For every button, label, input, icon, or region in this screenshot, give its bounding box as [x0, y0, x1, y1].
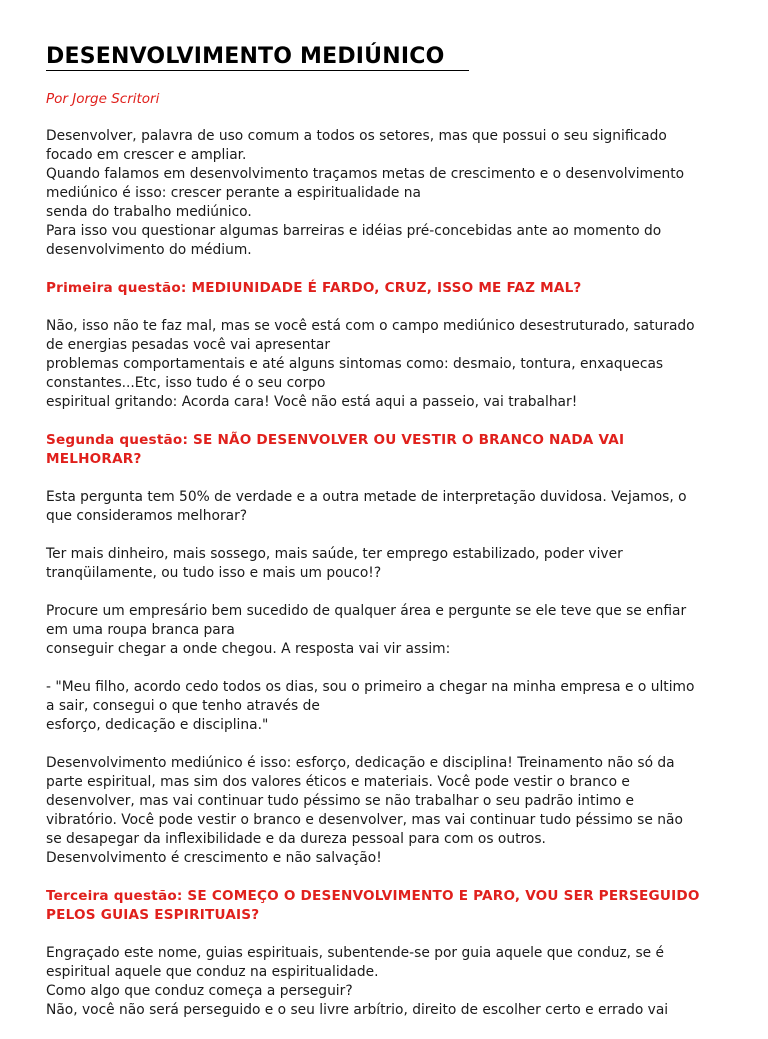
- text-line: Não, você não será perseguido e o seu livre arbítrio, direito de escolher certo e errado vai: [46, 1002, 669, 1018]
- text-line: Desenvolvimento mediúnico é isso: esforço, dedicação e disciplina! Treinamento não só da: [46, 755, 675, 771]
- document-title: DESENVOLVIMENTO MEDIÚNICO: [46, 44, 469, 71]
- question-2-paragraph: [46, 754, 726, 868]
- intro-paragraph: [46, 127, 726, 260]
- question-2-paragraph: [46, 488, 726, 526]
- heading-line: PELOS GUIAS ESPIRITUAIS?: [46, 907, 260, 923]
- text-line: Não, isso não te faz mal, mas se você está com o campo mediúnico desestruturado, saturado: [46, 318, 695, 334]
- heading-line: Segunda questão: SE NÃO DESENVOLVER OU VESTIR O BRANCO NADA VAI: [46, 432, 625, 448]
- text-line: conseguir chegar a onde chegou. A resposta vai vir assim:: [46, 641, 451, 657]
- text-line: espiritual gritando: Acorda cara! Você não está aqui a passeio, vai trabalhar!: [46, 394, 578, 410]
- text-line: Desenvolvimento é crescimento e não salvação!: [46, 850, 382, 866]
- text-line: problemas comportamentais e até alguns sintomas como: desmaio, tontura, enxaquecas: [46, 356, 664, 372]
- text-line: desenvolver, mas vai continuar tudo péssimo se não trabalhar o seu padrão intimo e: [46, 793, 635, 809]
- text-line: esforço, dedicação e disciplina.": [46, 717, 269, 733]
- author-byline: Por Jorge Scritori: [46, 91, 160, 107]
- text-line: desenvolvimento do médium.: [46, 242, 252, 258]
- heading-line: MELHORAR?: [46, 451, 142, 467]
- text-line: que consideramos melhorar?: [46, 508, 248, 524]
- text-line: Para isso vou questionar algumas barreiras e idéias pré-concebidas ante ao momento do: [46, 223, 662, 239]
- heading-line: Terceira questão: SE COMEÇO O DESENVOLVIMENTO E PARO, VOU SER PERSEGUIDO: [46, 888, 700, 904]
- question-1-answer: [46, 317, 726, 412]
- text-line: se desapegar da inflexibilidade e da dureza pessoal para com os outros.: [46, 831, 546, 847]
- text-line: de energias pesadas você vai apresentar: [46, 337, 331, 353]
- text-line: a sair, consegui o que tenho através de: [46, 698, 320, 714]
- text-line: Engraçado este nome, guias espirituais, subentende-se por guia aquele que conduz, se é: [46, 945, 665, 961]
- text-line: em uma roupa branca para: [46, 622, 235, 638]
- text-line: Quando falamos em desenvolvimento traçamos metas de crescimento e o desenvolvimento: [46, 166, 685, 182]
- text-line: constantes...Etc, isso tudo é o seu corpo: [46, 375, 326, 391]
- text-line: Procure um empresário bem sucedido de qualquer área e pergunte se ele teve que se enfiar: [46, 603, 687, 619]
- question-2-paragraph: [46, 602, 726, 659]
- text-line: Esta pergunta tem 50% de verdade e a outra metade de interpretação duvidosa. Vejamos, o: [46, 489, 687, 505]
- text-line: parte espiritual, mas sim dos valores éticos e materiais. Você pode vestir o branco e: [46, 774, 630, 790]
- text-line: Desenvolver, palavra de uso comum a todos os setores, mas que possui o seu significado: [46, 128, 667, 144]
- text-line: vibratório. Você pode vestir o branco e desenvolver, mas vai continuar tudo péssimo se não: [46, 812, 683, 828]
- question-2-heading: [46, 431, 726, 469]
- text-line: senda do trabalho mediúnico.: [46, 204, 252, 220]
- text-line: - "Meu filho, acordo cedo todos os dias, sou o primeiro a chegar na minha empresa e o ultimo: [46, 679, 695, 695]
- question-1-heading: Primeira questão: MEDIUNIDADE É FARDO, CRUZ, ISSO ME FAZ MAL?: [46, 280, 582, 296]
- quote-paragraph: [46, 678, 726, 735]
- text-line: tranqüilamente, ou tudo isso e mais um pouco!?: [46, 565, 382, 581]
- question-3-heading: [46, 887, 726, 925]
- text-line: espiritual aquele que conduz na espiritualidade.: [46, 964, 379, 980]
- document-page: [46, 44, 726, 1039]
- question-3-answer: [46, 944, 726, 1020]
- text-line: mediúnico é isso: crescer perante a espiritualidade na: [46, 185, 421, 201]
- text-line: Ter mais dinheiro, mais sossego, mais saúde, ter emprego estabilizado, poder viver: [46, 546, 623, 562]
- text-line: focado em crescer e ampliar.: [46, 147, 247, 163]
- question-2-paragraph: [46, 545, 726, 583]
- text-line: Como algo que conduz começa a perseguir?: [46, 983, 353, 999]
